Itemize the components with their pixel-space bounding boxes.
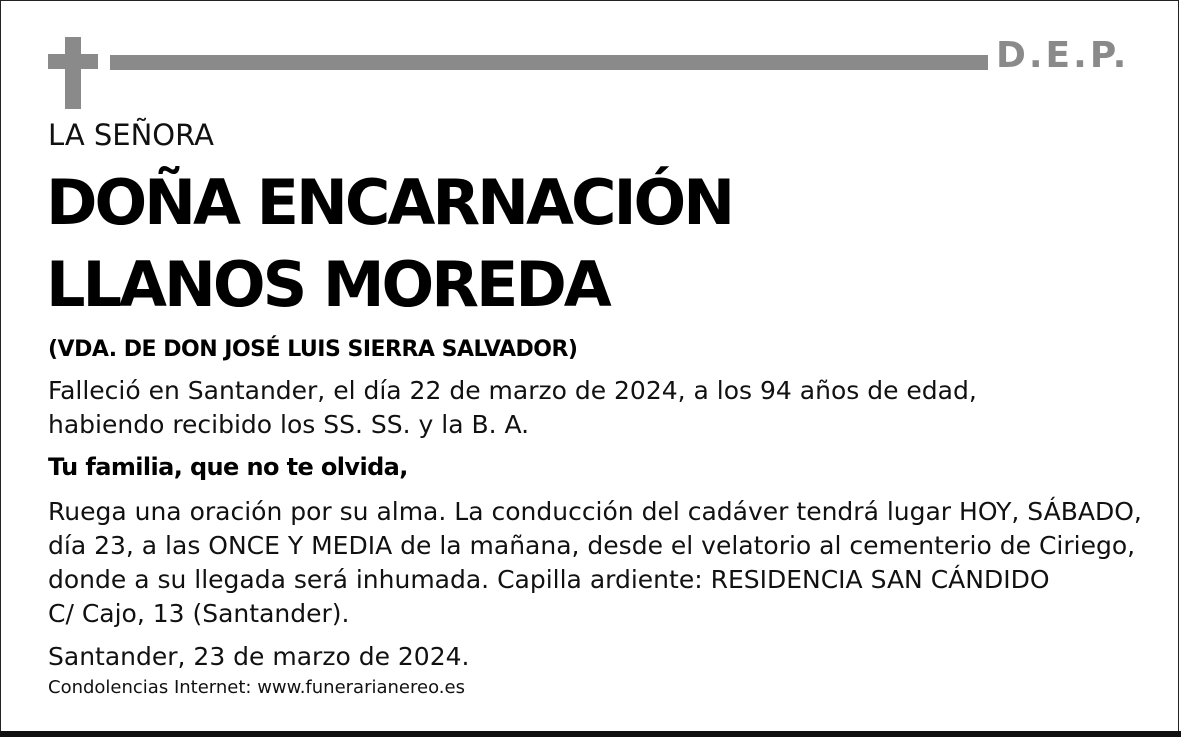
death-notice-line: habiendo recibido los SS. SS. y la B. A. bbox=[48, 410, 530, 439]
request-paragraph bbox=[48, 495, 1142, 631]
death-notice-line: Falleció en Santander, el día 22 de marzo de 2024, a los 94 años de edad, bbox=[48, 376, 977, 405]
dep-label: D.E.P. bbox=[996, 35, 1130, 76]
deceased-name-line-2: LLANOS MOREDA bbox=[46, 248, 609, 321]
request-line: día 23, a las ONCE Y MEDIA de la mañana, desde el velatorio al cementerio de Ciriego, bbox=[48, 531, 1136, 560]
request-line: Ruega una oración por su alma. La conducción del cadáver tendrá lugar HOY, SÁBADO, bbox=[48, 497, 1142, 526]
deceased-name-line-1: DOÑA ENCARNACIÓN bbox=[46, 166, 733, 239]
honorific-title: LA SEÑORA bbox=[48, 118, 214, 152]
condolences-link[interactable]: Condolencias Internet: www.funerarianereo.es bbox=[48, 677, 465, 698]
request-line: C/ Cajo, 13 (Santander). bbox=[48, 599, 350, 628]
family-heading: Tu familia, que no te olvida, bbox=[48, 453, 408, 481]
cross-icon bbox=[48, 37, 98, 109]
header-rule bbox=[110, 55, 988, 70]
request-line: donde a su llegada será inhumada. Capilla ardiente: RESIDENCIA SAN CÁNDIDO bbox=[48, 565, 1050, 594]
widow-of-line: (VDA. DE DON JOSÉ LUIS SIERRA SALVADOR) bbox=[48, 337, 578, 362]
death-notice-paragraph bbox=[48, 374, 977, 442]
bottom-rule bbox=[0, 731, 1181, 737]
place-date: Santander, 23 de marzo de 2024. bbox=[48, 642, 470, 671]
